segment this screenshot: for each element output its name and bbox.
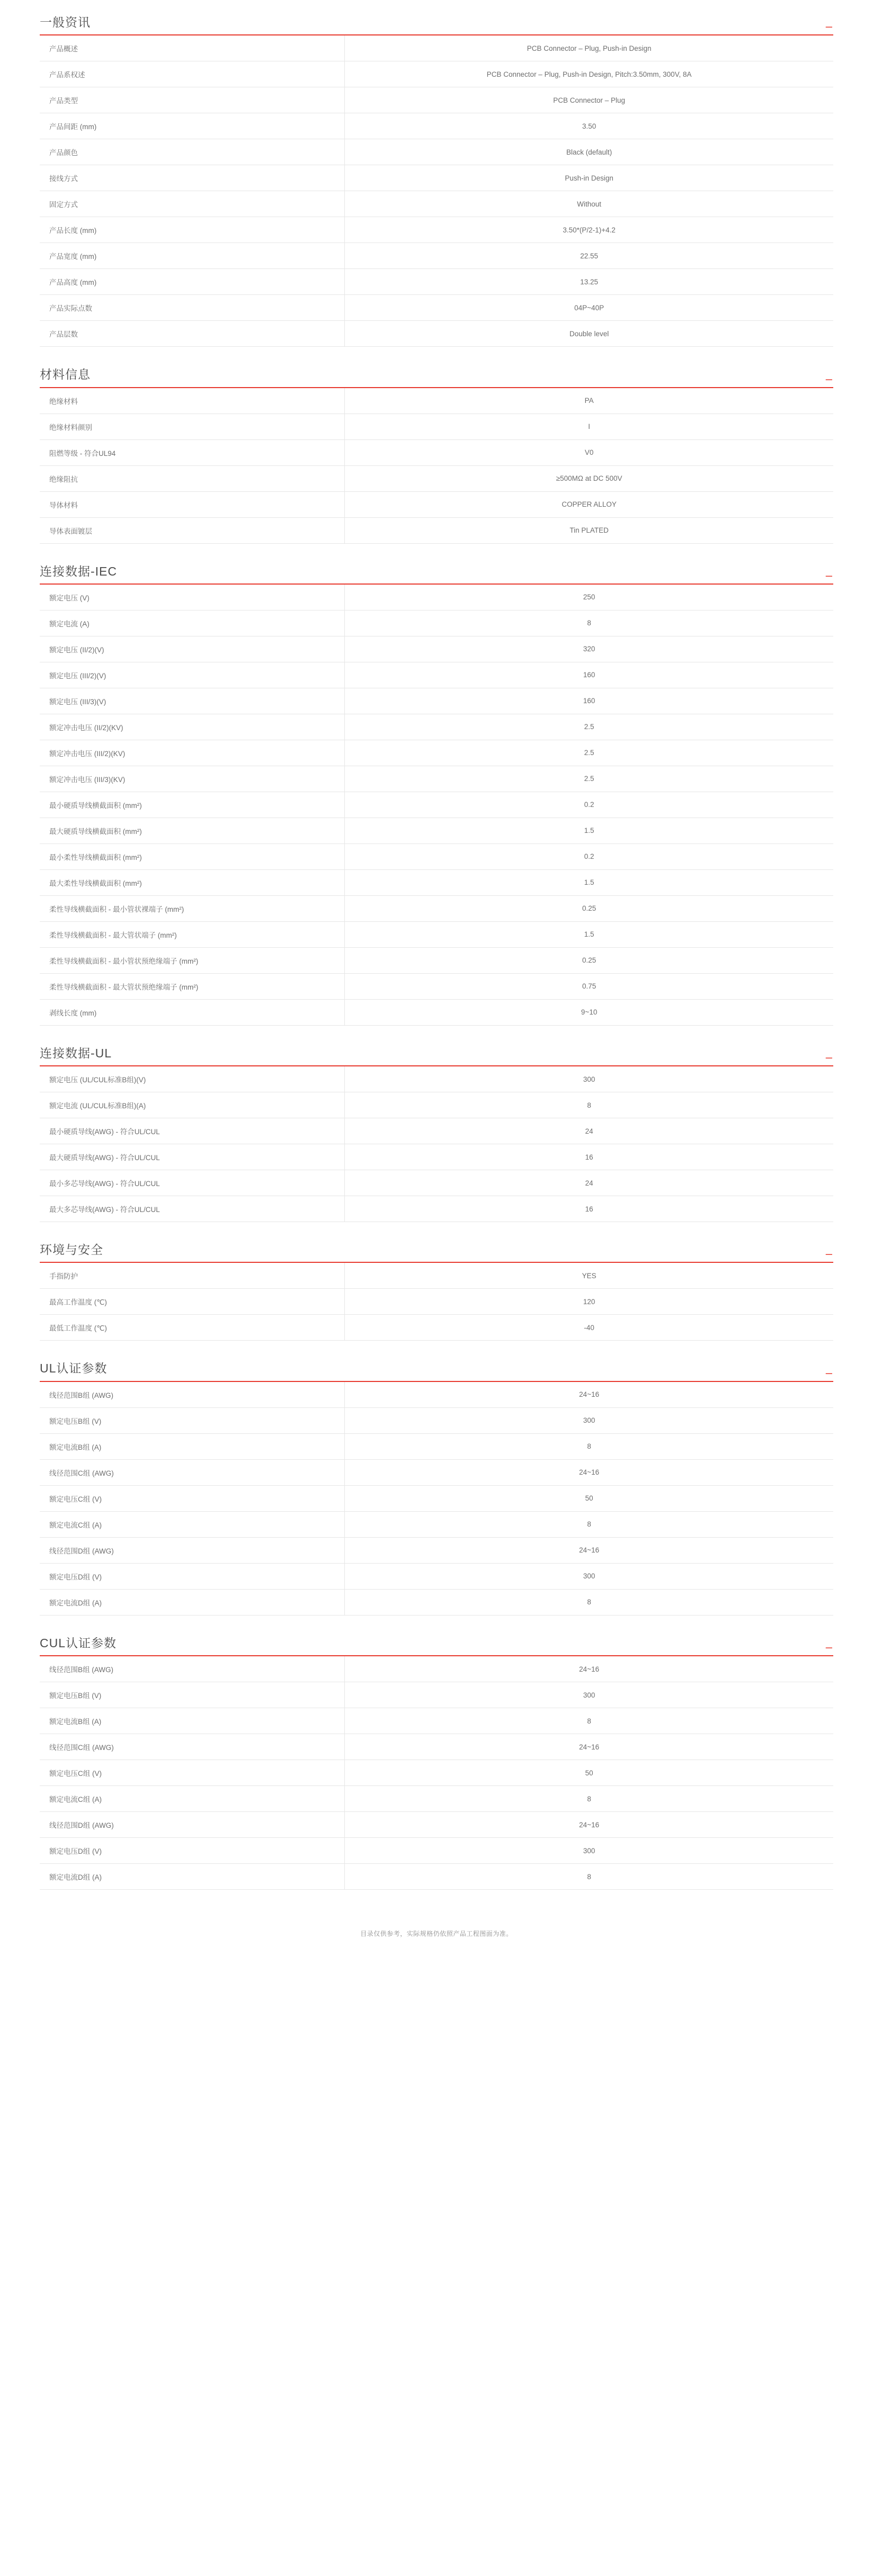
section-header bbox=[40, 1243, 833, 1263]
spec-value: 24~16 bbox=[579, 1743, 600, 1751]
table-row bbox=[40, 1682, 833, 1708]
section-header bbox=[40, 1362, 833, 1381]
table-row bbox=[40, 688, 833, 714]
spec-value: 8 bbox=[587, 1520, 591, 1529]
spec-value: 2.5 bbox=[584, 723, 594, 731]
section-title: 材料信息 bbox=[40, 367, 91, 382]
table-row bbox=[40, 1864, 833, 1890]
spec-value: YES bbox=[582, 1271, 596, 1280]
spec-value: 22.55 bbox=[580, 252, 599, 260]
spec-value: 120 bbox=[583, 1297, 595, 1306]
spec-label: 额定电压 (III/2)(V) bbox=[40, 662, 345, 688]
spec-label: 额定冲击电压 (II/2)(KV) bbox=[40, 714, 345, 740]
spec-label: 额定电压 (V) bbox=[40, 585, 345, 611]
spec-label: 额定电流B组 (A) bbox=[40, 1708, 345, 1734]
spec-label: 最小柔性导线横截面积 (mm²) bbox=[40, 843, 345, 869]
table-row bbox=[40, 1196, 833, 1222]
spec-label: 额定冲击电压 (III/2)(KV) bbox=[40, 740, 345, 766]
spec-label: 额定电压D组 (V) bbox=[40, 1563, 345, 1589]
spec-label: 产品系权述 bbox=[40, 61, 345, 87]
spec-label: 柔性导线横截面积 - 最大管状端子 (mm²) bbox=[40, 921, 345, 947]
spec-value: 300 bbox=[583, 1075, 595, 1083]
section-header bbox=[40, 1637, 833, 1656]
spec-label: 额定电压 (II/2)(V) bbox=[40, 636, 345, 662]
spec-table bbox=[40, 1263, 833, 1341]
spec-label: 产品颜色 bbox=[40, 139, 345, 165]
spec-label: 柔性导线横截面积 - 最小管状预绝缘端子 (mm²) bbox=[40, 947, 345, 973]
table-row bbox=[40, 714, 833, 740]
spec-value: 8 bbox=[587, 1598, 591, 1606]
table-row bbox=[40, 869, 833, 895]
spec-value: 1.5 bbox=[584, 827, 594, 835]
spec-value: Tin PLATED bbox=[569, 526, 609, 535]
spec-value: 0.2 bbox=[584, 801, 594, 809]
spec-value: 50 bbox=[585, 1769, 593, 1777]
table-row bbox=[40, 1315, 833, 1341]
spec-value: Double level bbox=[569, 329, 609, 338]
table-row bbox=[40, 1760, 833, 1786]
section-header bbox=[40, 368, 833, 388]
spec-value: 300 bbox=[583, 1691, 595, 1699]
spec-label: 产品高度 (mm) bbox=[40, 269, 345, 295]
collapse-toggle-icon[interactable]: – bbox=[825, 1640, 832, 1654]
spec-value: 0.25 bbox=[582, 956, 596, 965]
spec-table bbox=[40, 1382, 833, 1615]
table-row bbox=[40, 1563, 833, 1589]
spec-value: PCB Connector – Plug, Push-in Design bbox=[527, 44, 652, 52]
spec-label: 额定电流C组 (A) bbox=[40, 1511, 345, 1537]
spec-value: 160 bbox=[583, 671, 595, 679]
spec-label: 最高工作温度 (℃) bbox=[40, 1289, 345, 1315]
section-header bbox=[40, 16, 833, 35]
spec-value: 250 bbox=[583, 593, 595, 602]
spec-value: 04P~40P bbox=[574, 303, 604, 312]
table-row bbox=[40, 843, 833, 869]
spec-value: 3.50 bbox=[582, 122, 596, 130]
table-row bbox=[40, 1289, 833, 1315]
spec-label: 额定电流 (UL/CUL标准B组)(A) bbox=[40, 1092, 345, 1118]
table-row bbox=[40, 1734, 833, 1760]
spec-value: 300 bbox=[583, 1572, 595, 1581]
table-row bbox=[40, 388, 833, 414]
spec-value: 8 bbox=[587, 619, 591, 627]
spec-label: 额定电流D组 (A) bbox=[40, 1864, 345, 1890]
spec-value: 300 bbox=[583, 1846, 595, 1855]
spec-label: 额定电压 (III/3)(V) bbox=[40, 688, 345, 714]
table-row bbox=[40, 585, 833, 611]
spec-label: 额定电流B组 (A) bbox=[40, 1433, 345, 1459]
spec-label: 额定电压B组 (V) bbox=[40, 1682, 345, 1708]
collapse-toggle-icon[interactable]: – bbox=[825, 1366, 832, 1379]
spec-value: 8 bbox=[587, 1872, 591, 1881]
table-row bbox=[40, 1118, 833, 1144]
table-row bbox=[40, 895, 833, 921]
spec-table bbox=[40, 1656, 833, 1890]
spec-label: 额定电压 (UL/CUL标准B组)(V) bbox=[40, 1066, 345, 1092]
spec-value: 8 bbox=[587, 1717, 591, 1725]
table-row bbox=[40, 1537, 833, 1563]
spec-label: 产品间距 (mm) bbox=[40, 113, 345, 139]
spec-label: 线径范围B组 (AWG) bbox=[40, 1656, 345, 1682]
table-row bbox=[40, 465, 833, 491]
collapse-toggle-icon[interactable]: – bbox=[825, 1051, 832, 1064]
table-row bbox=[40, 1170, 833, 1196]
spec-value: 16 bbox=[585, 1153, 593, 1161]
spec-label: 柔性导线横截面积 - 最小管状裸端子 (mm²) bbox=[40, 895, 345, 921]
table-row bbox=[40, 1838, 833, 1864]
spec-label: 最大多芯导线(AWG) - 符合UL/CUL bbox=[40, 1196, 345, 1222]
spec-value: 24~16 bbox=[579, 1820, 600, 1829]
spec-value: ≥500MΩ at DC 500V bbox=[556, 474, 622, 483]
spec-label: 最大硬质导线(AWG) - 符合UL/CUL bbox=[40, 1144, 345, 1170]
collapse-toggle-icon[interactable]: – bbox=[825, 20, 832, 33]
table-row bbox=[40, 491, 833, 517]
spec-value: PCB Connector – Plug, Push-in Design, Pitch:3.50mm, 300V, 8A bbox=[486, 70, 692, 78]
table-row bbox=[40, 414, 833, 439]
spec-value: 8 bbox=[587, 1794, 591, 1803]
table-row bbox=[40, 1485, 833, 1511]
table-row bbox=[40, 1812, 833, 1838]
spec-value: 50 bbox=[585, 1494, 593, 1503]
table-row bbox=[40, 113, 833, 139]
spec-section bbox=[40, 1047, 833, 1222]
spec-section bbox=[40, 1243, 833, 1341]
spec-value: Black (default) bbox=[566, 148, 612, 156]
table-row bbox=[40, 636, 833, 662]
spec-label: 线径范围D组 (AWG) bbox=[40, 1812, 345, 1838]
spec-label: 最小硬质导线(AWG) - 符合UL/CUL bbox=[40, 1118, 345, 1144]
spec-value: 0.75 bbox=[582, 982, 596, 991]
spec-value: PA bbox=[584, 397, 594, 405]
spec-value: 24 bbox=[585, 1127, 593, 1135]
spec-label: 接线方式 bbox=[40, 165, 345, 191]
spec-value: 1.5 bbox=[584, 930, 594, 939]
table-row bbox=[40, 321, 833, 347]
spec-label: 导体表面镀层 bbox=[40, 517, 345, 543]
spec-label: 产品宽度 (mm) bbox=[40, 243, 345, 269]
spec-value: PCB Connector – Plug bbox=[553, 96, 626, 104]
spec-section bbox=[40, 565, 833, 1026]
section-title: CUL认证参数 bbox=[40, 1636, 117, 1650]
spec-table bbox=[40, 35, 833, 347]
spec-value: 24~16 bbox=[579, 1546, 600, 1555]
spec-value: 2.5 bbox=[584, 749, 594, 757]
table-row bbox=[40, 973, 833, 999]
table-row bbox=[40, 1786, 833, 1812]
spec-label: 绝缘材料颜别 bbox=[40, 414, 345, 439]
table-row bbox=[40, 87, 833, 113]
table-row bbox=[40, 766, 833, 792]
collapse-toggle-icon[interactable]: – bbox=[825, 372, 832, 385]
spec-value: 24~16 bbox=[579, 1390, 600, 1399]
spec-label: 额定冲击电压 (III/3)(KV) bbox=[40, 766, 345, 792]
spec-label: 最小硬质导线横截面积 (mm²) bbox=[40, 792, 345, 818]
spec-value: -40 bbox=[584, 1323, 594, 1332]
table-row bbox=[40, 1144, 833, 1170]
table-row bbox=[40, 139, 833, 165]
spec-value: 24~16 bbox=[579, 1665, 600, 1673]
footer-note: 目录仅供参考，实际规格仍依照产品工程图面为准。 bbox=[360, 1930, 513, 1938]
table-row bbox=[40, 1263, 833, 1289]
table-row bbox=[40, 269, 833, 295]
table-row bbox=[40, 1092, 833, 1118]
spec-section bbox=[40, 1637, 833, 1890]
table-row bbox=[40, 792, 833, 818]
table-row bbox=[40, 1407, 833, 1433]
spec-value: 2.5 bbox=[584, 775, 594, 783]
spec-value: 0.25 bbox=[582, 904, 596, 913]
spec-value: 3.50*(P/2-1)+4.2 bbox=[563, 226, 616, 234]
section-title: 连接数据-IEC bbox=[40, 564, 117, 578]
spec-label: 产品实际点数 bbox=[40, 295, 345, 321]
spec-value: 24 bbox=[585, 1179, 593, 1187]
collapse-toggle-icon[interactable]: – bbox=[825, 1247, 832, 1261]
spec-label: 额定电压B组 (V) bbox=[40, 1407, 345, 1433]
table-row bbox=[40, 818, 833, 843]
spec-label: 线径范围D组 (AWG) bbox=[40, 1537, 345, 1563]
spec-label: 额定电流C组 (A) bbox=[40, 1786, 345, 1812]
section-title: 一般资讯 bbox=[40, 15, 91, 29]
spec-label: 线径范围C组 (AWG) bbox=[40, 1459, 345, 1485]
table-row bbox=[40, 1656, 833, 1682]
collapse-toggle-icon[interactable]: – bbox=[825, 568, 832, 582]
spec-value: 8 bbox=[587, 1101, 591, 1109]
spec-table bbox=[40, 388, 833, 544]
spec-label: 线径范围C组 (AWG) bbox=[40, 1734, 345, 1760]
spec-section bbox=[40, 368, 833, 543]
spec-label: 最小多芯导线(AWG) - 符合UL/CUL bbox=[40, 1170, 345, 1196]
spec-label: 最大柔性导线横截面积 (mm²) bbox=[40, 869, 345, 895]
spec-label: 最低工作温度 (℃) bbox=[40, 1315, 345, 1341]
table-row bbox=[40, 217, 833, 243]
table-row bbox=[40, 35, 833, 61]
spec-value: 13.25 bbox=[580, 277, 599, 286]
table-row bbox=[40, 662, 833, 688]
spec-label: 柔性导线横截面积 - 最大管状预绝缘端子 (mm²) bbox=[40, 973, 345, 999]
spec-value: Push-in Design bbox=[565, 174, 613, 182]
spec-sections bbox=[40, 16, 833, 1890]
spec-label: 线径范围B组 (AWG) bbox=[40, 1382, 345, 1408]
spec-value: COPPER ALLOY bbox=[562, 500, 617, 509]
spec-value: Without bbox=[577, 200, 602, 208]
table-row bbox=[40, 1382, 833, 1408]
spec-label: 产品类型 bbox=[40, 87, 345, 113]
table-row bbox=[40, 1589, 833, 1615]
spec-label: 额定电压C组 (V) bbox=[40, 1485, 345, 1511]
table-row bbox=[40, 1459, 833, 1485]
spec-label: 手指防护 bbox=[40, 1263, 345, 1289]
table-row bbox=[40, 740, 833, 766]
spec-value: V0 bbox=[584, 448, 594, 457]
table-row bbox=[40, 1433, 833, 1459]
spec-label: 剥线长度 (mm) bbox=[40, 999, 345, 1025]
section-title: UL认证参数 bbox=[40, 1361, 108, 1376]
spec-label: 最大硬质导线横截面积 (mm²) bbox=[40, 818, 345, 843]
table-row bbox=[40, 295, 833, 321]
spec-value: 16 bbox=[585, 1205, 593, 1213]
spec-value: 300 bbox=[583, 1416, 595, 1425]
section-header bbox=[40, 1047, 833, 1066]
table-row bbox=[40, 947, 833, 973]
spec-value: 160 bbox=[583, 697, 595, 705]
table-row bbox=[40, 439, 833, 465]
spec-label: 产品长度 (mm) bbox=[40, 217, 345, 243]
spec-label: 绝缘材料 bbox=[40, 388, 345, 414]
table-row bbox=[40, 1511, 833, 1537]
spec-label: 额定电流 (A) bbox=[40, 610, 345, 636]
spec-value: 9~10 bbox=[581, 1008, 598, 1017]
spec-table bbox=[40, 1066, 833, 1222]
spec-label: 产品层数 bbox=[40, 321, 345, 347]
section-title: 连接数据-UL bbox=[40, 1046, 112, 1060]
spec-label: 绝缘阻抗 bbox=[40, 465, 345, 491]
table-row bbox=[40, 1066, 833, 1092]
spec-section bbox=[40, 16, 833, 347]
spec-label: 额定电流D组 (A) bbox=[40, 1589, 345, 1615]
table-row bbox=[40, 243, 833, 269]
table-row bbox=[40, 61, 833, 87]
spec-label: 产品概述 bbox=[40, 35, 345, 61]
spec-label: 固定方式 bbox=[40, 191, 345, 217]
spec-value: 24~16 bbox=[579, 1468, 600, 1477]
table-row bbox=[40, 610, 833, 636]
spec-section bbox=[40, 1362, 833, 1615]
table-row bbox=[40, 999, 833, 1025]
spec-label: 阻燃等级 - 符合UL94 bbox=[40, 439, 345, 465]
spec-table bbox=[40, 585, 833, 1026]
table-row bbox=[40, 1708, 833, 1734]
table-row bbox=[40, 191, 833, 217]
spec-value: 1.5 bbox=[584, 878, 594, 887]
section-title: 环境与安全 bbox=[40, 1243, 103, 1257]
table-row bbox=[40, 165, 833, 191]
spec-value: 0.2 bbox=[584, 852, 594, 861]
spec-value: 320 bbox=[583, 645, 595, 653]
spec-value: I bbox=[588, 423, 591, 431]
table-row bbox=[40, 921, 833, 947]
section-header bbox=[40, 565, 833, 585]
spec-value: 8 bbox=[587, 1442, 591, 1451]
spec-label: 导体材料 bbox=[40, 491, 345, 517]
spec-label: 额定电压C组 (V) bbox=[40, 1760, 345, 1786]
spec-label: 额定电压D组 (V) bbox=[40, 1838, 345, 1864]
table-row bbox=[40, 517, 833, 543]
